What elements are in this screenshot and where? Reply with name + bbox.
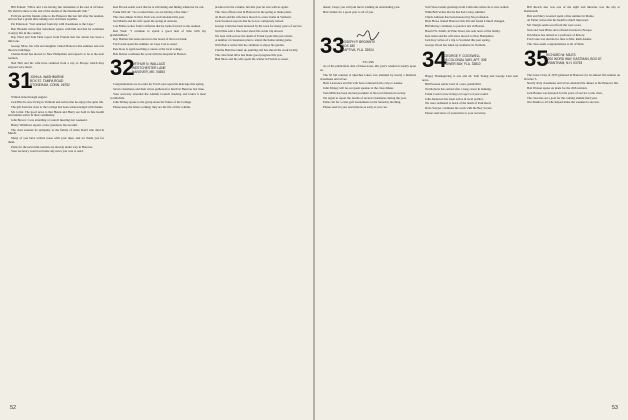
paragraph: Ed Kyle and his friends came to the Hanover Inn last fall after the reunion, and we had a grand time talking over old times together. — [8, 13, 104, 22]
paragraph: Plans for the next mini-reunion are already under way in Hanover. — [11, 144, 94, 149]
secretary-name: JOSEPH P. BROWN III — [342, 39, 375, 44]
paragraph: George Shaw, his wife and daughter visited Hanover this summer and saw the new buildings. — [8, 43, 104, 52]
paragraph: The class has set a goal for the coming alumni fund year. — [527, 95, 598, 100]
paragraph: Herb Lawrence and his wife have returned from a trip to Alaska. — [323, 81, 403, 86]
secretary-name: GEORGE F. COGSWELL — [444, 53, 481, 58]
paragraph: Bill Pearson sends word of a new grandchild. — [425, 82, 482, 87]
class-number: 34 — [422, 46, 447, 72]
paragraph: Plans call for a class golf tournament on the Saturday morning. — [323, 100, 402, 105]
paragraph: Bill Murray continues to practice law in Boston. — [425, 24, 485, 28]
paragraph: produced in the volume, but that year he was with us again. — [215, 6, 289, 9]
paragraph: ahead, I hope you will join me in wishing an outstanding year. — [323, 6, 401, 9]
paragraph: John Dickey will be our guest speaker at the class dinner. — [323, 86, 394, 90]
paragraph: George Cram has been honored by his town for many years of service. — [215, 24, 303, 28]
paragraph: Please keep the letters coming; they are the life of this column. — [113, 105, 191, 109]
secretary-city: GRANTHAM, N.H. 03753 — [546, 60, 583, 65]
paragraph: Our thanks to all who helped make the weekend a success. — [527, 100, 600, 105]
paragraph: Pete Ross is again teaching a course at the local college. — [113, 46, 183, 51]
paragraph: Harold W. Smith, 42 Pine Street, has sent news of his family. — [425, 28, 501, 33]
paragraph: The class dinner in New York was well attended this year. — [113, 14, 185, 19]
paragraph: Your secretary attended the Alumni Council meeting and found it most worthwhile. — [110, 91, 206, 100]
class-number: 31 — [8, 68, 33, 94]
paragraph: Lou Bolles writes from California that he looks forward to the reunion. — [113, 24, 201, 28]
secretary-address: 26 COLONIAL WAY, APT. 308 — [444, 57, 487, 62]
paragraph: Bert Brendel writes that retirement agrees with him and that he continues to enjoy life in the country. — [8, 26, 104, 35]
paragraph: Tom and Joan Hicks and a friend traveled to Europe. — [527, 27, 593, 32]
column-5 — [422, 6, 518, 402]
class-number: 35 — [524, 45, 549, 71]
paragraph: Ted Roberts has retired after a long career in banking. — [425, 87, 492, 91]
paragraph: Jack Hurd is now living in Vermont and writes that he enjoys the quiet life. — [11, 100, 104, 104]
secretary-name: ARTHUR N. WALLACE — [132, 62, 166, 67]
class-number: 32 — [110, 55, 135, 81]
paragraph: Bob and Mary Leonard spent a fine summer in Maine. — [527, 13, 595, 18]
paragraph: Ray Ward and Tom Dent report from Florida that the winter has been a mild one. — [8, 35, 104, 43]
paragraph: Please send in your reservations as early as you can. — [323, 105, 388, 109]
paragraph: Al Doan and his wife have moved to a new home in Vermont. — [215, 14, 292, 19]
paragraph: The class officers met in Hanover in the spring to make plans. — [215, 9, 292, 14]
paragraph: Bob Dexter continues his work with the hospital in Boston. — [113, 51, 187, 56]
paragraph: We note with sorrow the death of Frank Lyons this past winter. — [215, 33, 293, 38]
secretary-address: BOX 57, TAMPA ROAD — [30, 79, 64, 84]
paragraph: Bud Shaw and his wife spent the winter in Florida as usual. — [215, 57, 289, 62]
paragraph: The Great Class of 1935 gathered in Hanover for its annual fall reunion on October 5. — [524, 72, 620, 81]
paragraph: John Anderson has been active in local politics. — [425, 96, 484, 101]
class-heading-35 — [524, 45, 620, 72]
column-1 — [8, 6, 104, 402]
secretary-city: STONEHAM, CONN. 06752 — [30, 83, 70, 88]
secretary-city: LOWER BAY, FLA. 33810 — [444, 61, 481, 66]
paragraph: Red West: "I continue to spend a good deal of time with my grandchildren." — [110, 28, 206, 37]
paragraph: The class fund drive has made good progress this year. — [215, 52, 283, 57]
page-number-left: 52 — [10, 405, 17, 411]
paragraph: Jack Swanson reports that he is now completely retired. — [215, 19, 284, 24]
paragraph: Chuck Johnson has been honored by his profession. — [425, 14, 490, 19]
binding-gutter — [313, 0, 315, 420]
paragraph: Congratulations are in order for Fred Leyer upon his marriage this spring. — [113, 82, 205, 87]
paragraph: Ken Brown sends word that he is still skiing and hiking whenever he can. — [113, 6, 205, 9]
paragraph: Many of you have written notes with your dues, and we thank you for them. — [8, 136, 104, 144]
class-heading-34 — [422, 46, 518, 73]
paragraph: Your secretary would welcome any news you care to send. — [11, 149, 84, 154]
paragraph: Frank McCall: "As a retired man, we are having a fine time." — [113, 9, 189, 14]
paragraph: '33's 45th — [362, 59, 374, 64]
paragraph: Best wishes for a good year to all of you. — [323, 9, 374, 14]
secretary-address: BOX 180 — [342, 43, 355, 48]
paragraph: We were saddened to learn of the death of Paul Reed. — [425, 101, 492, 106]
paragraph: The class sends congratulations to all of them. — [527, 42, 585, 46]
paragraph: Jim Morse has retired as a professor of history. — [527, 32, 585, 37]
paragraph: John Dickey spoke to the group about the future of the College. — [113, 100, 192, 105]
secretary-address: WESTCHESTER LANE — [132, 66, 166, 71]
paragraph: We regret to report the deaths of several classmates during the year. — [323, 95, 407, 100]
paragraph: The 50 fall reunion at Quechee Lakes was attended by nearly a hundred classmates and wives. — [320, 72, 416, 81]
paragraph: Bill Fenton: "Olive and I are having fun retirement at the end of October. We shall be there to the end of the month of the Dartmouth club." — [8, 6, 104, 13]
column-6 — [524, 6, 620, 402]
column-3 — [212, 6, 308, 402]
paragraph: Seven classmates and their wives gathered for lunch in Hanover last June. — [113, 87, 205, 91]
paragraph: Pat Patterson: "Just returned from trip with classmates to the Cape." — [11, 22, 96, 26]
paragraph: A number of classmates plan to attend the homecoming game. — [215, 38, 292, 43]
paragraph: The gift from the class to the College has been acknowledged with thanks. — [11, 104, 104, 109]
paragraph: Fred Lane was married in June to Mrs. Ruth Adams. — [527, 37, 592, 42]
paragraph: Al Fuller writes that his health is much improved. — [527, 18, 589, 23]
paragraph: Mr. Little: The good news is that Helen and Harry are both in fine health and remain active in their community. — [8, 109, 104, 118]
secretary-address: 4200 WORD WAY, EASTMAN, BOX 87 — [546, 56, 602, 61]
paragraph: The class extends its sympathy to the family of Allen Dodd who died in March. — [8, 127, 104, 136]
paragraph: Frank Cook is now living on Cape Cod year round. — [425, 91, 489, 96]
secretary-name: JOHN A. WASHBURNE — [30, 75, 64, 80]
secretary-city: HANOVER, ME. 04553 — [132, 70, 165, 75]
paragraph: Charlie Bent has taken up painting and has shown his work locally. — [215, 47, 299, 52]
paragraph: Tom Hale sent a fine letter about his recent trip abroad. — [215, 28, 284, 33]
paragraph: Ray Holmes has been elected to the board of his local bank. — [113, 37, 188, 42]
paragraph: As of the publication date of these notes, this year's reunion is nearly upon us. — [320, 64, 416, 72]
paragraph: Henry Whitmore reports a new grandson, his seventh. — [11, 122, 78, 127]
class-heading-31 — [8, 68, 104, 94]
paragraph: Stan Mills has been elected president of his local historical society. — [323, 90, 406, 95]
paragraph: Charles Rand has moved to New Hampshire and expects to be at the next reunion. — [8, 52, 104, 60]
paragraph: Ken Allen and his wife have moved to New Hampshire. — [425, 33, 495, 38]
paragraph: Ned Hall and his wife have returned from a trip to Europe which they enjoyed very much. — [8, 60, 104, 69]
paragraph: Mr. Sturgis sends word from the west coast. — [527, 23, 582, 27]
paragraph: Dave Sawyer continues his work with the Boy Scouts. — [425, 106, 493, 110]
class-number: 33 — [320, 32, 345, 58]
secretary-name: RICHARD W. MILES — [546, 52, 576, 57]
paragraph: John Bower: I was attending a Council meeting last weekend. — [11, 118, 88, 122]
page-number-right: 53 — [611, 405, 618, 411]
paragraph: Please send news of yourselves to your secretary. — [425, 110, 486, 115]
paragraph: Tom Wood sends greetings from California where he is now settled. — [425, 6, 510, 9]
paragraph: Happy Thanksgiving to one and all. Tom Young and George Lent sent news. — [422, 73, 518, 82]
paragraph: Wink Bell writes that he has had a busy summer. — [425, 9, 486, 14]
column-4 — [320, 6, 416, 402]
paragraph: Dick Howe visited Hanover this fall and found it much changed. — [425, 19, 505, 24]
paragraph: Bill Roach also was one of the sight and likewise was the trip to Dartmouth. — [524, 6, 620, 13]
class-heading-32 — [110, 55, 206, 81]
column-2 — [110, 6, 206, 402]
paragraph: Jack Barnes was honored for his years of service to the class. — [527, 90, 603, 95]
paragraph: Bob Watson spoke on plans for the 45th reunion. — [527, 86, 588, 90]
paragraph: Written June through August. — [11, 95, 48, 100]
secretary-city: CAPTIVA, FLA. 33924 — [342, 47, 374, 52]
paragraph: Fred Grant spent the summer on Cape Cod as usual. — [113, 42, 178, 46]
paragraph: Nearly sixty classmates and wives attended the dinner at the Hanover Inn. — [527, 81, 619, 86]
paragraph: Ted Martin and his wife spent the spring in Arizona. — [113, 19, 178, 24]
signature-scribble — [355, 28, 381, 42]
paragraph: Jack Kay writes of a trip to Scotland this past spring. — [425, 38, 491, 43]
paragraph: Walt Pierce writes that he continues to enjoy his garden. — [215, 43, 285, 47]
paragraph: George Wood has taken up residence in Vermont. — [425, 43, 487, 47]
